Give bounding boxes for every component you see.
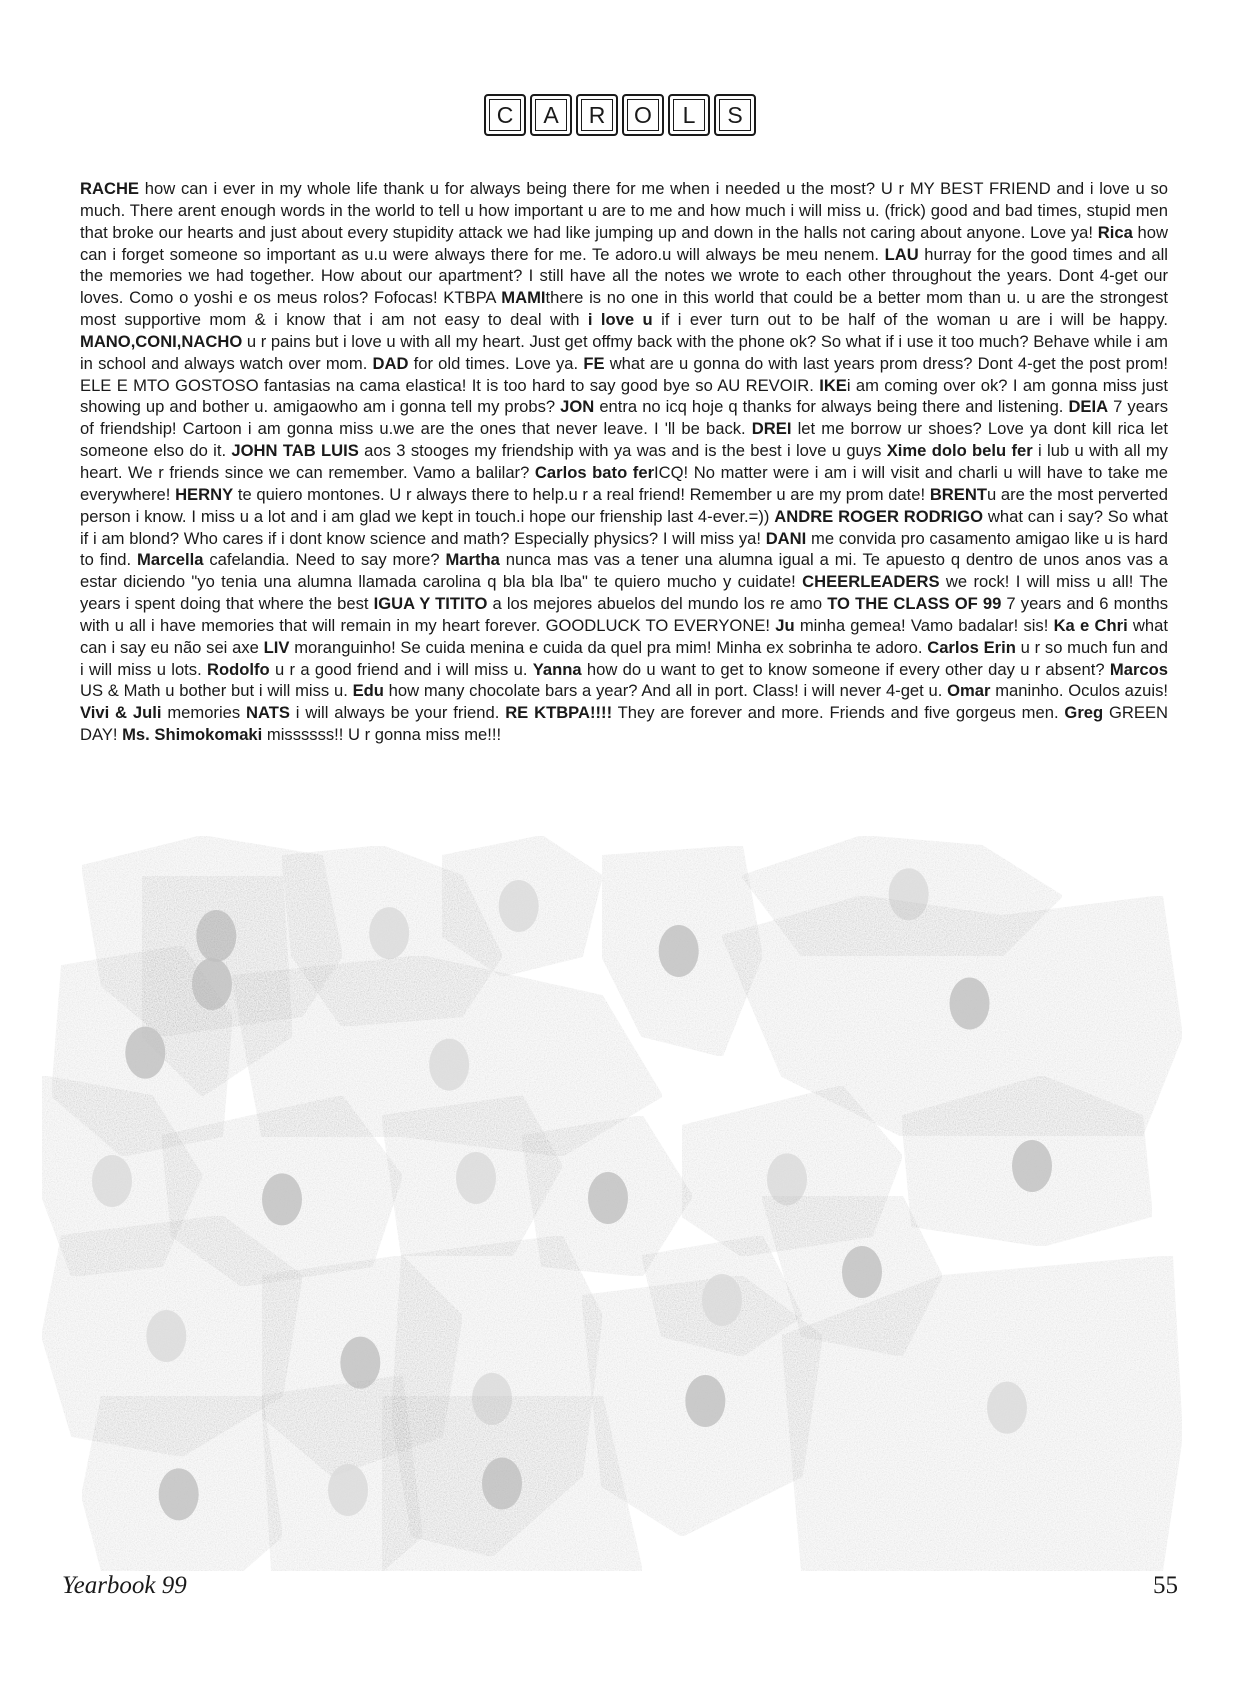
collage-face — [429, 1039, 469, 1091]
recipient-name: DREI — [751, 419, 792, 439]
message-text: te quiero montones. U r always there to help.u r a real friend! Remember u are my prom date! — [233, 484, 930, 504]
page-number: 55 — [1153, 1572, 1178, 1599]
recipient-name: MAMI — [501, 288, 546, 308]
recipient-name: Omar — [947, 681, 991, 701]
collage-face — [482, 1458, 522, 1510]
title-key-letter: A — [543, 101, 559, 128]
message-text: cafelandia. Need to say more? — [203, 550, 446, 570]
recipient-name: Carlos Erin — [927, 637, 1016, 657]
recipient-name: IKE — [819, 375, 847, 395]
farewell-message — [80, 178, 1168, 746]
title-key — [484, 94, 526, 136]
recipient-name: Rodolfo — [207, 659, 270, 679]
message-text: 7 years and 6 months with u all i have memories that will remain in my heart forever. GOODLUCK TO EVERYONE! — [80, 594, 1168, 635]
message-text: i will always be your friend. — [289, 703, 506, 723]
recipient-name: Xime dolo belu fer — [886, 441, 1033, 461]
message-text: u r a good friend and i will miss u. — [269, 659, 533, 679]
collage-face — [125, 1027, 165, 1079]
message-text: i am coming over ok? I am gonna miss just showing up and bother u. amigaowho am i gonna tell my probs? — [80, 375, 1168, 417]
recipient-name: LAU — [884, 244, 919, 264]
message-text: entra no icq hoje q thanks for always being there and listening. — [594, 397, 1069, 417]
recipient-name: TO THE CLASS OF 99 — [827, 594, 1002, 614]
recipient-name: Ju — [775, 615, 795, 635]
title-key — [576, 94, 618, 136]
collage-graphic — [42, 836, 1192, 1571]
recipient-name: Ka e Chri — [1053, 615, 1128, 635]
message-text: US & Math u bother but i will miss u. — [80, 681, 353, 701]
recipient-name: RACHE — [80, 179, 140, 198]
collage-face — [950, 978, 990, 1030]
recipient-name: Martha — [445, 550, 500, 570]
recipient-name: BRENT — [929, 484, 987, 504]
message-text: for old times. Love ya. — [408, 353, 584, 373]
title-key-letter: S — [727, 101, 743, 128]
page-title — [0, 94, 1240, 136]
collage-face — [92, 1155, 132, 1207]
recipient-name: Edu — [352, 681, 384, 701]
collage-face — [987, 1382, 1027, 1434]
title-key-letter: C — [496, 101, 514, 128]
message-text: i lub u with all my heart. We r friends since we can remember. Vamo a balilar? — [80, 441, 1168, 482]
message-text: u are the most perverted person i know. I miss u a lot and i am glad we kept in touch.i hope our frienship last 4-ever.=)) — [80, 484, 1168, 526]
recipient-name: i love u — [587, 310, 653, 330]
message-text: moranguinho! Se cuida menina e cuida da quel pra mim! Minha ex sobrinha te adoro. — [289, 637, 928, 657]
message-text: u r so much fun and i will miss u lots. — [80, 637, 1168, 679]
collage-face — [146, 1310, 186, 1362]
title-key-letter: O — [634, 101, 652, 128]
message-text: nunca mas vas a tener una alumna igual a mi. Te apuesto q dentro de unos anos vas a estar diciendo "yo tenia una alumna llamada carolina q bla bla lba" te quiero mucho y cuidate! — [80, 550, 1168, 592]
yearbook-label: Yearbook 99 — [62, 1572, 187, 1599]
photo-collage — [42, 836, 1192, 1571]
message-text: aos 3 stooges my friendship with ya was and is the best i love u guys — [358, 441, 887, 461]
collage-face — [702, 1274, 742, 1326]
recipient-name: LIV — [263, 637, 290, 657]
message-text: if i ever turn out to be half of the woman u are i will be happy. — [652, 310, 1169, 330]
recipient-name: DAD — [372, 353, 409, 373]
recipient-name: HERNY — [175, 484, 234, 504]
recipient-name: MANO,CONI,NACHO — [80, 331, 243, 351]
title-key — [668, 94, 710, 136]
collage-face — [842, 1246, 882, 1298]
title-key-letter: L — [682, 101, 696, 128]
title-key — [530, 94, 572, 136]
message-text: how do u want to get to know someone if every other day u r absent? — [581, 659, 1110, 679]
message-text: a los mejores abuelos del mundo los re amo — [487, 594, 828, 614]
recipient-name: Marcos — [1109, 659, 1168, 679]
title-key-letter: R — [588, 101, 606, 128]
recipient-name: CHEERLEADERS — [802, 572, 940, 592]
collage-face — [262, 1173, 302, 1225]
message-text: what can i say eu não sei axe — [80, 615, 1168, 657]
recipient-name: Vivi & Juli — [80, 703, 162, 723]
recipient-name: DANI — [765, 528, 807, 548]
message-text: let me borrow ur shoes? Love ya dont kill rica let someone elso do it. — [80, 419, 1168, 461]
recipient-name: RE KTBPA!!!! — [505, 703, 613, 723]
message-text: u r pains but i love u with all my heart. Just get offmy back with the phone ok? So what if i use it too much? Behave while i am in school and always watch over mom. — [80, 331, 1168, 373]
recipient-name: Carlos bato fer — [534, 462, 655, 482]
collage-face — [369, 907, 409, 959]
message-text: memories — [161, 703, 247, 723]
recipient-name: Ms. Shimokomaki — [122, 725, 263, 745]
recipient-name: ANDRE ROGER RODRIGO — [774, 506, 984, 526]
message-text: hurray for the good times and all the memories we had together. How about our apartment? I still have all the notes we wrote to each other throughout the years. Dont 4-get our loves. Como o yoshi e os meus rolos? Fofocas! KTBPA — [80, 244, 1168, 308]
message-text: what are u gonna do with last years prom dress? Dont 4-get the post prom! ELE E MTO GOSTOSO fantasias na cama elastica! It is too hard to say good bye so AU REVOIR. — [80, 353, 1169, 395]
message-text: maninho. Oculos azuis! — [990, 681, 1168, 701]
message-text: there is no one in this world that could be a better mom than u. u are the strongest most supportive mom & i know that i am not easy to deal with — [80, 288, 1168, 330]
message-text: how can i ever in my whole life thank u for always being there for me when i needed u the most? U r MY BEST FRIEND and i love u so much. There arent enough words in the world to tell u how important u are to me and how much i will miss u. (frick) good and bad times, stupid men that broke our hearts and just about every stupidity attack we had like jumping up and down in the halls not caring about anyone. Love ya! — [80, 179, 1168, 242]
message-text: me convida pro casamento amigao like u is hard to find. — [80, 528, 1168, 570]
recipient-name: Rica — [1097, 222, 1133, 242]
message-text: GREEN DAY! — [80, 703, 1168, 745]
recipient-name: Marcella — [137, 550, 204, 570]
title-key — [622, 94, 664, 136]
recipient-name: JOHN TAB LUIS — [231, 441, 359, 461]
message-text: 7 years of friendship! Cartoon i am gonna miss u.we are the ones that never leave. I 'll be back. — [80, 397, 1168, 439]
collage-face — [159, 1468, 199, 1520]
recipient-name: FE — [583, 353, 605, 373]
message-text: They are forever and more. Friends and five gorgeus men. — [612, 703, 1065, 723]
collage-face — [328, 1464, 368, 1516]
recipient-name: IGUA Y TITITO — [373, 594, 488, 614]
collage-face — [685, 1375, 725, 1427]
message-text: missssss!! U r gonna miss me!!! — [262, 725, 502, 745]
message-text: how can i forget someone so important as u.u were always there for me. Te adoro.u will always be meu nenem. — [80, 222, 1168, 264]
recipient-name: JON — [560, 397, 595, 417]
collage-face — [456, 1152, 496, 1204]
collage-face — [499, 880, 539, 932]
recipient-name: Yanna — [532, 659, 582, 679]
message-text: minha gemea! Vamo badalar! sis! — [794, 615, 1054, 635]
message-text: we rock! I will miss u all! The years i spent doing that where the best — [80, 572, 1169, 614]
collage-face — [1012, 1140, 1052, 1192]
recipient-name: DEIA — [1068, 397, 1109, 417]
collage-face — [659, 925, 699, 977]
message-text: what can i say? So what if i am blond? Who cares if i dont know science and math? Especially physics? I will miss ya! — [80, 506, 1168, 548]
recipient-name: Greg — [1064, 703, 1104, 723]
message-text: ICQ! No matter were i am i will visit and charli u will have to take me everywhere! — [80, 462, 1168, 504]
message-text: how many chocolate bars a year? And all in port. Class! i will never 4-get u. — [383, 681, 948, 701]
title-key — [714, 94, 756, 136]
recipient-name: NATS — [246, 703, 290, 723]
collage-face — [588, 1172, 628, 1224]
